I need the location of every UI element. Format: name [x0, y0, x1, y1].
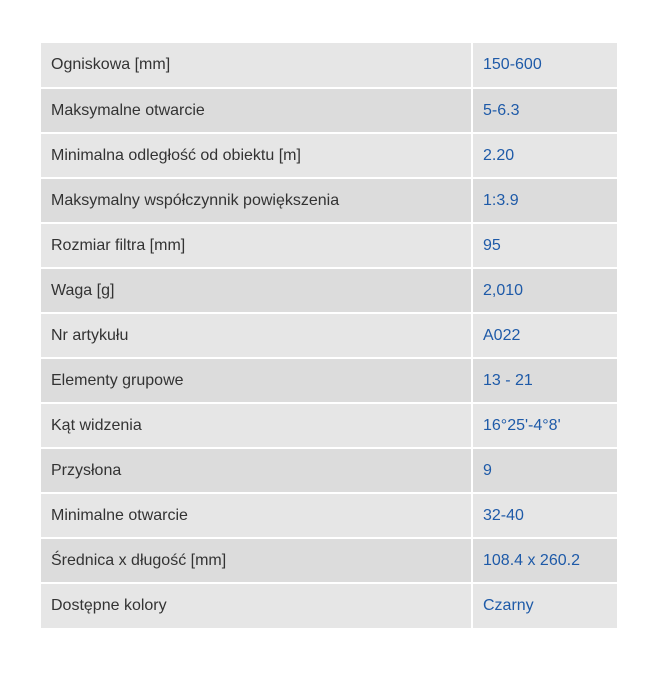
spec-row-filter-size — [41, 223, 617, 268]
spec-row-angle-of-view — [41, 403, 617, 448]
spec-value: Czarny — [472, 583, 617, 628]
spec-row-weight — [41, 268, 617, 313]
spec-row-lens-construction — [41, 358, 617, 403]
spec-value: 1:3.9 — [472, 178, 617, 223]
spec-row-dimensions — [41, 538, 617, 583]
spec-label: Ogniskowa [mm] — [41, 43, 472, 88]
spec-label: Elementy grupowe — [41, 358, 472, 403]
spec-value: A022 — [472, 313, 617, 358]
spec-label: Średnica x długość [mm] — [41, 538, 472, 583]
specifications-body — [41, 43, 617, 628]
spec-label: Rozmiar filtra [mm] — [41, 223, 472, 268]
spec-value: 95 — [472, 223, 617, 268]
spec-label: Przysłona — [41, 448, 472, 493]
spec-row-min-focus-distance — [41, 133, 617, 178]
spec-label: Nr artykułu — [41, 313, 472, 358]
spec-value: 32-40 — [472, 493, 617, 538]
spec-value: 108.4 x 260.2 — [472, 538, 617, 583]
spec-label: Maksymalne otwarcie — [41, 88, 472, 133]
spec-label: Minimalna odległość od obiektu [m] — [41, 133, 472, 178]
spec-value: 16°25'-4°8' — [472, 403, 617, 448]
spec-row-diaphragm-blades — [41, 448, 617, 493]
spec-value: 9 — [472, 448, 617, 493]
spec-value: 2.20 — [472, 133, 617, 178]
spec-label: Kąt widzenia — [41, 403, 472, 448]
specifications-table — [41, 43, 617, 628]
spec-label: Maksymalny współczynnik powiększenia — [41, 178, 472, 223]
spec-row-available-colors — [41, 583, 617, 628]
spec-value: 13 - 21 — [472, 358, 617, 403]
spec-value: 150-600 — [472, 43, 617, 88]
spec-row-min-aperture — [41, 493, 617, 538]
spec-label: Minimalne otwarcie — [41, 493, 472, 538]
spec-row-max-magnification — [41, 178, 617, 223]
spec-row-article-number — [41, 313, 617, 358]
spec-value: 2,010 — [472, 268, 617, 313]
spec-label: Dostępne kolory — [41, 583, 472, 628]
spec-row-max-aperture — [41, 88, 617, 133]
spec-row-focal-length — [41, 43, 617, 88]
spec-value: 5-6.3 — [472, 88, 617, 133]
spec-label: Waga [g] — [41, 268, 472, 313]
